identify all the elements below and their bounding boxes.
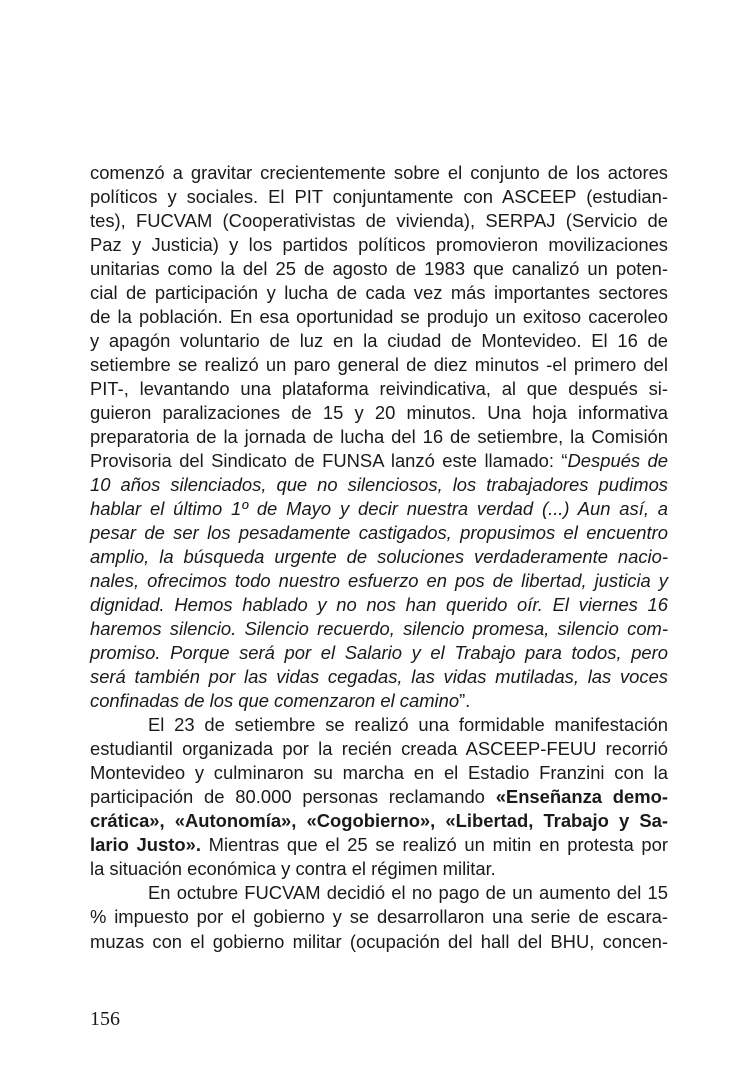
text-segment: comenzó a gravitar crecientemente sobre el conjunto de los actores — [90, 162, 668, 183]
text-line — [90, 209, 668, 233]
text-line — [90, 857, 668, 881]
text-line — [90, 401, 668, 425]
text-segment: unitarias como la del 25 de agosto de 1983 que canalizó un poten- — [90, 258, 668, 280]
text-line — [90, 305, 668, 329]
text-line — [90, 161, 668, 185]
text-line — [90, 785, 668, 809]
text-line — [90, 257, 668, 281]
text-line — [90, 449, 668, 473]
text-segment: guieron paralizaciones de 15 y 20 minutos. Una hoja informativa — [90, 402, 668, 424]
text-segment: preparatoria de la jornada de lucha del 16 de setiembre, la Comisión — [90, 426, 668, 448]
text-line — [90, 881, 668, 905]
text-segment: de la población. En esa oportunidad se produjo un exitoso caceroleo — [90, 306, 668, 328]
italic-quote-text: haremos silencio. Silencio recuerdo, silencio promesa, silencio com- — [90, 618, 668, 640]
text-segment: ”. — [459, 690, 471, 712]
text-line — [90, 761, 668, 785]
bold-text: crática», «Autonomía», «Cogobierno», «Libertad, Trabajo y Sa- — [90, 810, 668, 832]
text-segment: la situación económica y contra el régimen militar. — [90, 858, 496, 880]
text-line — [90, 185, 668, 209]
text-line — [90, 353, 668, 377]
text-segment: tes), FUCVAM (Cooperativistas de vivienda), SERPAJ (Servicio de — [90, 210, 668, 232]
text-line — [90, 233, 668, 257]
text-line — [90, 737, 668, 761]
italic-quote-text: pesar de ser los pesadamente castigados, propusimos el encuentro — [90, 522, 668, 544]
text-line — [90, 833, 668, 857]
text-line — [90, 497, 668, 521]
text-line — [90, 425, 668, 449]
text-segment: muzas con el gobierno militar (ocupación del hall del BHU, concen- — [90, 930, 668, 952]
bold-text: «Enseñanza demo- — [495, 786, 668, 808]
text-segment: Provisoria del Sindicato de FUNSA lanzó este llamado: “ — [90, 450, 568, 472]
text-segment: políticos y sociales. El PIT conjuntamente con ASCEEP (estudian- — [90, 186, 668, 208]
text-line — [90, 377, 668, 401]
text-segment: En octubre FUCVAM decidió el no pago de un aumento del 15 — [148, 882, 668, 904]
text-segment: cial de participación y lucha de cada vez más importantes sectores — [90, 282, 668, 304]
text-line — [90, 473, 668, 497]
text-line — [90, 617, 668, 641]
page-number: 156 — [90, 1008, 120, 1030]
text-segment: participación de 80.000 personas reclamando — [90, 786, 496, 808]
bold-text: lario Justo». — [90, 834, 201, 856]
text-line — [90, 641, 668, 665]
text-segment: estudiantil organizada por la recién creada ASCEEP-FEUU recorrió — [90, 738, 668, 760]
text-line — [90, 569, 668, 593]
text-line — [90, 930, 668, 954]
text-line — [90, 545, 668, 569]
text-segment: setiembre se realizó un paro general de diez minutos -el primero del — [90, 354, 668, 376]
text-line — [90, 809, 668, 833]
text-line — [90, 713, 668, 737]
italic-quote-text: promiso. Porque será por el Salario y el Trabajo para todos, pero — [90, 642, 668, 664]
text-line — [90, 281, 668, 305]
text-line — [90, 521, 668, 545]
italic-quote-text: Después de — [567, 450, 668, 472]
italic-quote-text: nales, ofrecimos todo nuestro esfuerzo en pos de libertad, justicia y — [90, 570, 668, 592]
text-segment: % impuesto por el gobierno y se desarrollaron una serie de escara- — [90, 906, 668, 928]
text-segment: El 23 de setiembre se realizó una formidable manifestación — [148, 714, 668, 736]
text-line — [90, 329, 668, 353]
text-segment: Mientras que el 25 se realizó un mitin en protesta por — [200, 834, 669, 856]
text-line — [90, 689, 668, 713]
text-segment: PIT-, levantando una plataforma reivindicativa, al que después si- — [90, 378, 668, 400]
text-segment: Montevideo y culminaron su marcha en el Estadio Franzini con la — [90, 762, 668, 784]
text-segment: Paz y Justicia) y los partidos políticos promovieron movilizaciones — [90, 234, 668, 256]
text-segment: y apagón voluntario de luz en la ciudad de Montevideo. El 16 de — [90, 330, 668, 352]
italic-quote-text: será también por las vidas cegadas, las vidas mutiladas, las voces — [90, 666, 668, 688]
italic-quote-text: dignidad. Hemos hablado y no nos han querido oír. El viernes 16 — [90, 594, 668, 616]
text-line — [90, 593, 668, 617]
italic-quote-text: hablar el último 1º de Mayo y decir nuestra verdad (...) Aun así, a — [90, 498, 668, 520]
italic-quote-text: confinadas de los que comenzaron el camino — [90, 690, 460, 712]
text-line — [90, 905, 668, 929]
italic-quote-text: amplio, la búsqueda urgente de soluciones verdaderamente nacio- — [90, 546, 668, 568]
text-line — [90, 665, 668, 689]
body-text — [90, 161, 668, 954]
italic-quote-text: 10 años silenciados, que no silenciosos, los trabajadores pudimos — [90, 474, 668, 496]
